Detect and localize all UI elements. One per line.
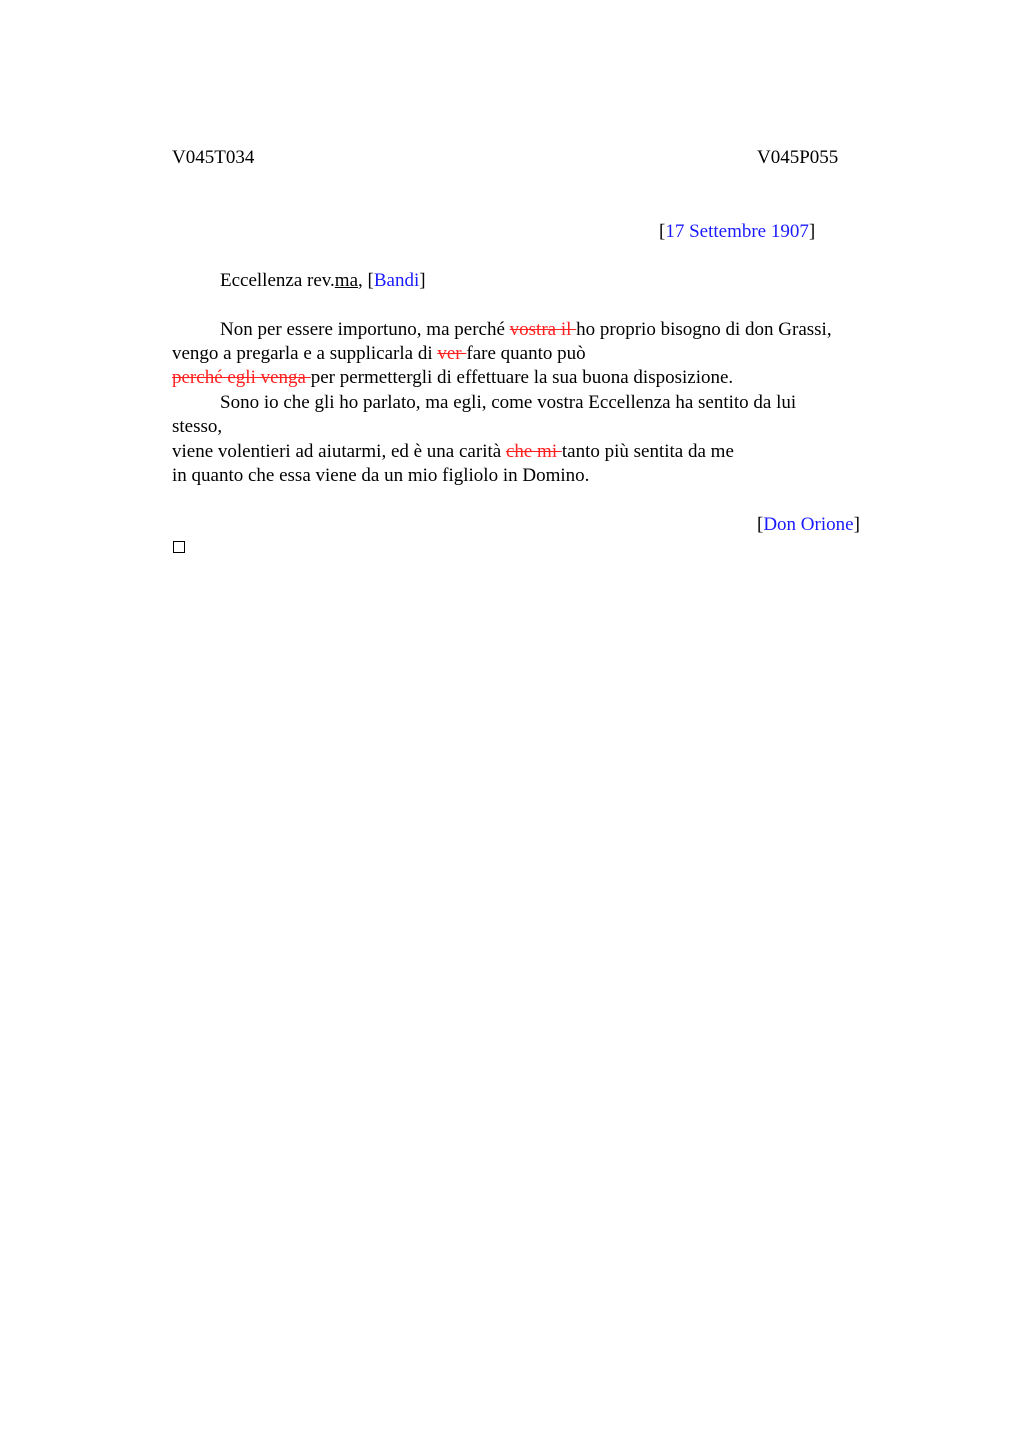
- bracket-close: ]: [853, 514, 860, 535]
- body-line-5: stesso,: [172, 416, 223, 437]
- salutation-comma: ,: [358, 270, 368, 291]
- body-line-3: [172, 366, 733, 390]
- salutation-abbrev: ma: [334, 270, 359, 291]
- bracket-open: [: [367, 270, 374, 291]
- document-code-right: V045P055: [757, 147, 839, 168]
- text: tanto più sentita da me: [561, 441, 734, 462]
- bracket-close: ]: [808, 221, 816, 242]
- body-line-4: Sono io che gli ho parlato, ma egli, come vostra Eccellenza ha sentito da lui: [220, 392, 797, 413]
- deleted-text: che mi: [505, 441, 562, 462]
- signature: [757, 514, 860, 536]
- text: ho proprio bisogno di don Grassi,: [576, 319, 832, 340]
- text: Non per essere importuno, ma perché: [220, 319, 510, 340]
- deleted-text: ver: [437, 343, 467, 364]
- text: vengo a pregarla e a supplicarla di: [172, 343, 438, 364]
- body-line-1: [220, 318, 832, 342]
- text: viene volentieri ad aiutarmi, ed è una carità: [172, 441, 506, 462]
- salutation-prefix: Eccellenza rev.: [220, 270, 335, 291]
- letter-date: [659, 221, 815, 243]
- recipient-name: Bandi: [373, 270, 420, 291]
- text: per permettergli di effettuare la sua buona disposizione.: [310, 367, 734, 388]
- deleted-text: perché egli venga: [172, 367, 311, 388]
- body-line-2: [172, 342, 586, 366]
- checkbox-icon[interactable]: [173, 541, 185, 553]
- bracket-open: [: [757, 514, 764, 535]
- bracket-close: ]: [419, 270, 426, 291]
- salutation: [220, 270, 426, 292]
- bracket-open: [: [659, 221, 666, 242]
- date-text: 17 Settembre 1907: [665, 221, 809, 242]
- body-line-6: [172, 440, 734, 464]
- signature-name: Don Orione: [763, 514, 854, 535]
- document-code-left: V045T034: [172, 147, 255, 168]
- body-line-7: in quanto che essa viene da un mio figliolo in Domino.: [172, 465, 590, 486]
- deleted-text: vostra il: [509, 319, 577, 340]
- text: fare quanto può: [466, 343, 586, 364]
